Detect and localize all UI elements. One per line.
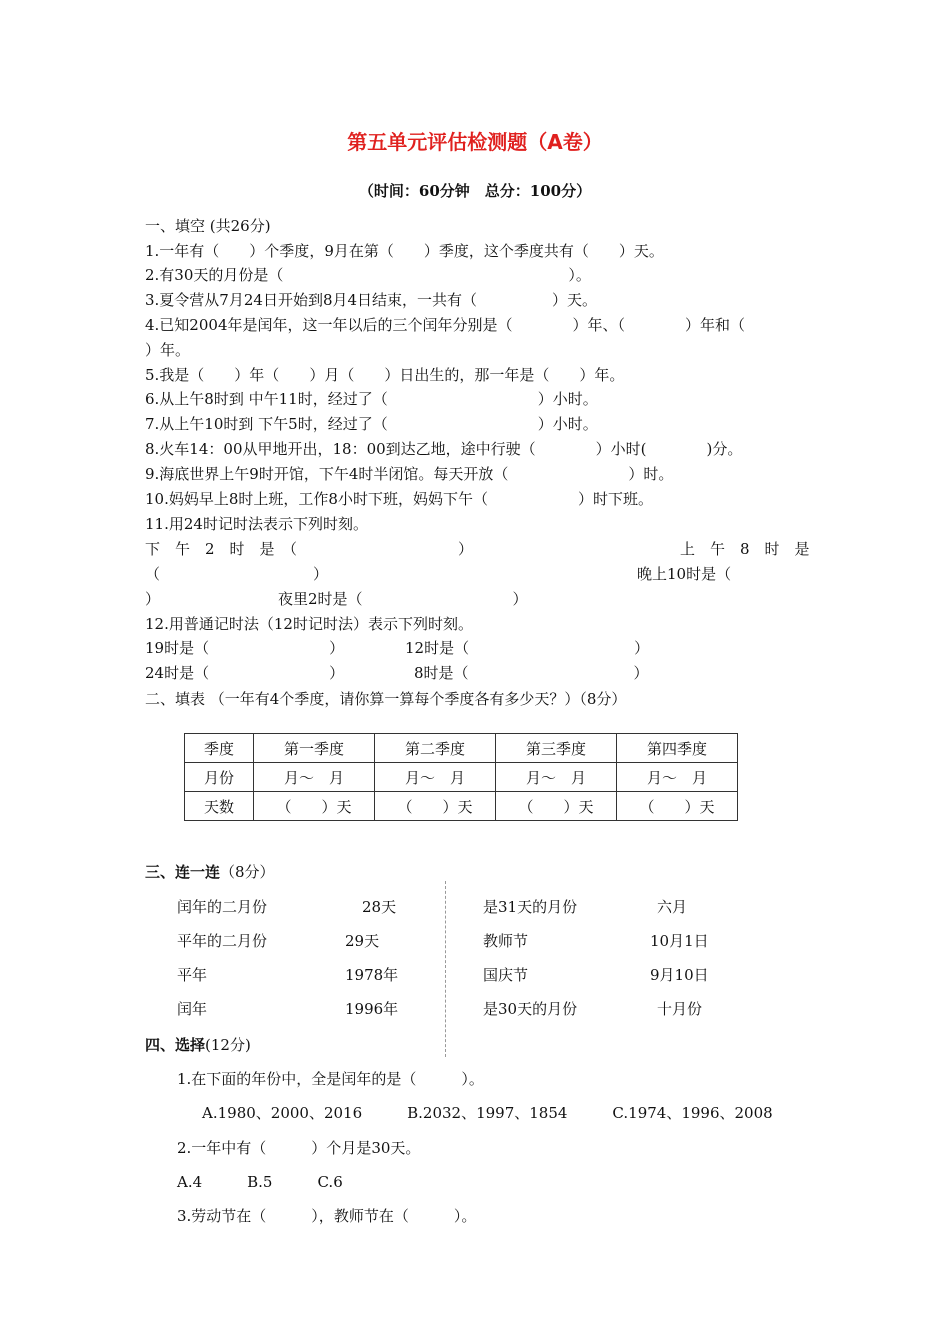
match-right-a-3: 国庆节 <box>483 966 529 984</box>
table-cell: 第四季度 <box>617 734 738 763</box>
table-cell: （ ）天 <box>375 792 496 821</box>
question-1-11a: 下 午 2 时 是 （ <box>145 540 298 558</box>
match-right-b-2: 10月1日 <box>650 932 709 950</box>
match-left-a-4: 闰年 <box>177 1000 208 1018</box>
match-left-b-2: 29天 <box>345 932 380 950</box>
section4-points: (12分) <box>205 1036 251 1054</box>
section3-heading: 三、连一连 <box>145 863 221 881</box>
question-4-2: 2.一年中有（ ）个月是30天。 <box>177 1139 421 1157</box>
table-cell: （ ）天 <box>617 792 738 821</box>
match-left-a-2: 平年的二月份 <box>177 932 268 950</box>
question-1-12a: 19时是（ ） <box>145 639 345 657</box>
table-cell: 第一季度 <box>254 734 375 763</box>
question-4-1-options: A.1980、2000、2016 B.2032、1997、1854 C.1974、1996、2008 <box>202 1104 773 1122</box>
table-cell: （ ）天 <box>254 792 375 821</box>
match-left-b-4: 1996年 <box>345 1000 399 1018</box>
question-1-11: 11.用24时记时法表示下列时刻。 <box>145 515 368 533</box>
table-cell: 月～ 月 <box>254 763 375 792</box>
section4-title <box>145 1035 251 1055</box>
table-cell: 月～ 月 <box>617 763 738 792</box>
question-1-10: 10.妈妈早上8时上班，工作8小时下班，妈妈下午（ ）时下班。 <box>145 490 653 508</box>
question-1-11b: 上 午 8 时 是 <box>680 540 810 558</box>
table-cell: 月～ 月 <box>496 763 617 792</box>
match-left-a-1: 闰年的二月份 <box>177 898 268 916</box>
table-row <box>185 763 738 792</box>
question-1-12c: 24时是（ ） <box>145 664 345 682</box>
season-table <box>184 733 738 821</box>
question-1-11b-close: ） <box>313 565 329 583</box>
table-cell: 月份 <box>185 763 254 792</box>
question-1-12b: 12时是（ ） <box>405 639 650 657</box>
question-4-1: 1.在下面的年份中，全是闰年的是（ ）。 <box>177 1070 484 1088</box>
table-row <box>185 734 738 763</box>
question-1-3: 3.夏令营从7月24日开始到8月4日结束，一共有（ ）天。 <box>145 291 598 309</box>
question-1-9: 9.海底世界上午9时开馆，下午4时半闭馆。每天开放（ ）时。 <box>145 465 674 483</box>
question-1-11a-close: ） <box>458 540 474 558</box>
table-cell: 月～ 月 <box>375 763 496 792</box>
matching-divider <box>445 881 446 1057</box>
question-1-5: 5.我是（ ）年（ ）月（ ）日出生的，那一年是（ ）年。 <box>145 366 625 384</box>
section1-heading: 一、填空 (共26分) <box>145 217 271 235</box>
match-left-b-3: 1978年 <box>345 966 399 984</box>
match-left-b-1: 28天 <box>362 898 397 916</box>
table-cell: 第三季度 <box>496 734 617 763</box>
question-1-4: 4.已知2004年是闰年，这一年以后的三个闰年分别是（ ）年、（ ）年和（ <box>145 316 745 334</box>
question-1-7: 7.从上午10时到 下午5时，经过了（ ）小时。 <box>145 415 598 433</box>
section2-heading: 二、填表 （一年有4个季度，请你算一算每个季度各有多少天？）（8分） <box>145 690 627 708</box>
table-row <box>185 792 738 821</box>
question-4-2-options: A.4 B.5 C.6 <box>177 1173 343 1191</box>
question-1-4-cont: ）年。 <box>145 341 191 359</box>
question-1-2: 2.有30天的月份是（ ）。 <box>145 266 591 284</box>
exam-info: （时间：60分钟 总分：100分） <box>358 182 592 200</box>
question-1-8: 8.火车14：00从甲地开出，18：00到达乙地，途中行驶（ ）小时( )分。 <box>145 440 743 458</box>
table-cell: （ ）天 <box>496 792 617 821</box>
match-right-b-1: 六月 <box>657 898 688 916</box>
section3-points: （8分） <box>220 863 275 881</box>
match-right-a-1: 是31天的月份 <box>483 898 578 916</box>
question-1-11c-close: ） <box>145 590 161 608</box>
match-right-b-3: 9月10日 <box>650 966 709 984</box>
page-title: 第五单元评估检测题（A卷） <box>347 130 603 154</box>
question-1-11c: 晚上10时是（ <box>637 565 732 583</box>
question-4-3: 3.劳动节在（ ），教师节在（ ）。 <box>177 1207 477 1225</box>
question-1-12: 12.用普通记时法（12时记时法）表示下列时刻。 <box>145 615 473 633</box>
section3-title <box>145 862 275 882</box>
table-cell: 季度 <box>185 734 254 763</box>
question-1-6: 6.从上午8时到 中午11时，经过了（ ）小时。 <box>145 390 598 408</box>
question-1-11b-open: （ <box>145 565 161 583</box>
question-1-11d: 夜里2时是（ ） <box>278 590 528 608</box>
match-right-a-2: 教师节 <box>483 932 529 950</box>
section4-heading: 四、选择 <box>145 1036 206 1054</box>
match-right-a-4: 是30天的月份 <box>483 1000 578 1018</box>
question-1-12d: 8时是（ ） <box>414 664 649 682</box>
question-1-1: 1.一年有（ ）个季度，9月在第（ ）季度，这个季度共有（ ）天。 <box>145 242 664 260</box>
match-left-a-3: 平年 <box>177 966 208 984</box>
match-right-b-4: 十月份 <box>657 1000 703 1018</box>
table-cell: 第二季度 <box>375 734 496 763</box>
table-cell: 天数 <box>185 792 254 821</box>
